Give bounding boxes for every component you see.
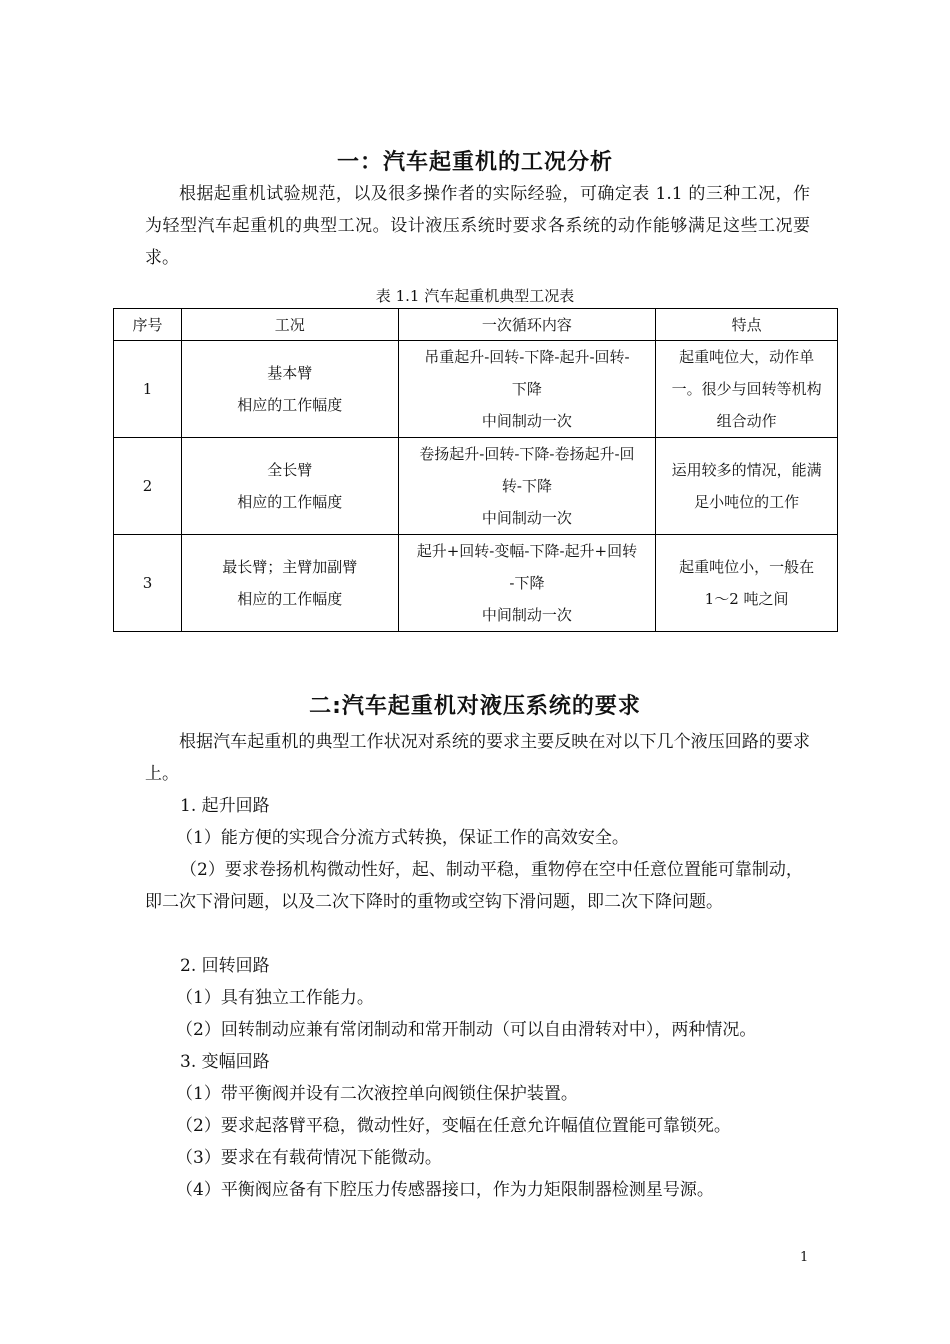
condition-line: 相应的工作幅度 bbox=[237, 396, 343, 414]
table-row bbox=[114, 535, 838, 632]
row-cycle bbox=[398, 341, 656, 438]
table-header-row bbox=[114, 309, 838, 341]
cycle-line: 转-下降 bbox=[501, 477, 552, 495]
row-condition bbox=[181, 438, 398, 535]
table-caption: 表 1.1 汽车起重机典型工况表 bbox=[375, 287, 575, 305]
feature-line: 起重吨位小，一般在 bbox=[679, 558, 815, 576]
requirement-item: （2）要求卷扬机构微动性好，起、制动平稳，重物停在空中任意位置能可靠制动，即二次下滑问题，以及二次下降时的重物或空钩下滑问题，即二次下降问题。 bbox=[145, 860, 803, 912]
header-cycle: 一次循环内容 bbox=[398, 309, 656, 341]
section1-title: 一：汽车起重机的工况分析 bbox=[336, 150, 613, 175]
page-number: 1 bbox=[800, 1250, 809, 1265]
feature-line: 起重吨位大，动作单 bbox=[679, 348, 815, 366]
requirement-item: （2）要求起落臂平稳，微动性好，变幅在任意允许幅值位置能可靠锁死。 bbox=[176, 1116, 731, 1136]
cycle-line: 中间制动一次 bbox=[481, 412, 572, 430]
condition-line: 最长臂；主臂加副臂 bbox=[222, 558, 358, 576]
cycle-line: 吊重起升-回转-下降-起升-回转- bbox=[424, 348, 630, 366]
cycle-line: 下降 bbox=[511, 380, 542, 398]
cycle-line: 中间制动一次 bbox=[481, 509, 572, 527]
subsection-heading: 1. 起升回路 bbox=[180, 796, 270, 816]
cycle-line: 中间制动一次 bbox=[481, 606, 572, 624]
requirement-item: （3）要求在有载荷情况下能微动。 bbox=[176, 1148, 442, 1168]
header-no: 序号 bbox=[114, 309, 182, 341]
row-feature bbox=[656, 535, 838, 632]
work-condition-table bbox=[113, 308, 838, 632]
feature-line: 一。很少与回转等机构 bbox=[671, 380, 822, 398]
requirement-item: （1）能方便的实现合分流方式转换，保证工作的高效安全。 bbox=[176, 828, 629, 848]
cycle-line: 卷扬起升-回转-下降-卷扬起升-回 bbox=[419, 445, 635, 463]
requirement-item: （2）回转制动应兼有常闭制动和常开制动（可以自由滑转对中），两种情况。 bbox=[176, 1020, 757, 1040]
cycle-line: -下降 bbox=[509, 574, 545, 592]
row-cycle bbox=[398, 535, 656, 632]
row-no: 1 bbox=[114, 341, 182, 438]
feature-line: 1～2 吨之间 bbox=[704, 590, 789, 608]
condition-line: 基本臂 bbox=[267, 364, 313, 382]
subsection-heading: 2. 回转回路 bbox=[180, 956, 270, 976]
row-feature bbox=[656, 341, 838, 438]
requirement-item: （1）带平衡阀并设有二次液控单向阀锁住保护装置。 bbox=[176, 1084, 578, 1104]
section2-title: 二:汽车起重机对液压系统的要求 bbox=[309, 694, 641, 719]
header-feature: 特点 bbox=[656, 309, 838, 341]
condition-line: 相应的工作幅度 bbox=[237, 590, 343, 608]
section2-intro: 根据汽车起重机的典型工作状况对系统的要求主要反映在对以下几个液压回路的要求上。 bbox=[145, 732, 810, 784]
row-cycle bbox=[398, 438, 656, 535]
requirement-item: （1）具有独立工作能力。 bbox=[176, 988, 374, 1008]
row-no: 2 bbox=[114, 438, 182, 535]
section1-intro: 根据起重机试验规范，以及很多操作者的实际经验，可确定表 1.1 的三种工况，作为轻型汽车起重机的典型工况。设计液压系统时要求各系统的动作能够满足这些工况要求。 bbox=[145, 184, 810, 268]
requirement-item: （4）平衡阀应备有下腔压力传感器接口，作为力矩限制器检测星号源。 bbox=[176, 1180, 714, 1200]
header-condition: 工况 bbox=[181, 309, 398, 341]
feature-line: 组合动作 bbox=[716, 412, 777, 430]
table-row bbox=[114, 341, 838, 438]
row-condition bbox=[181, 535, 398, 632]
condition-line: 相应的工作幅度 bbox=[237, 493, 343, 511]
table-row bbox=[114, 438, 838, 535]
condition-line: 全长臂 bbox=[267, 461, 313, 479]
feature-line: 运用较多的情况，能满 bbox=[671, 461, 822, 479]
subsection-heading: 3. 变幅回路 bbox=[180, 1052, 270, 1072]
feature-line: 足小吨位的工作 bbox=[694, 493, 800, 511]
row-condition bbox=[181, 341, 398, 438]
row-no: 3 bbox=[114, 535, 182, 632]
row-feature bbox=[656, 438, 838, 535]
cycle-line: 起升+回转-变幅-下降-起升+回转 bbox=[416, 542, 638, 560]
